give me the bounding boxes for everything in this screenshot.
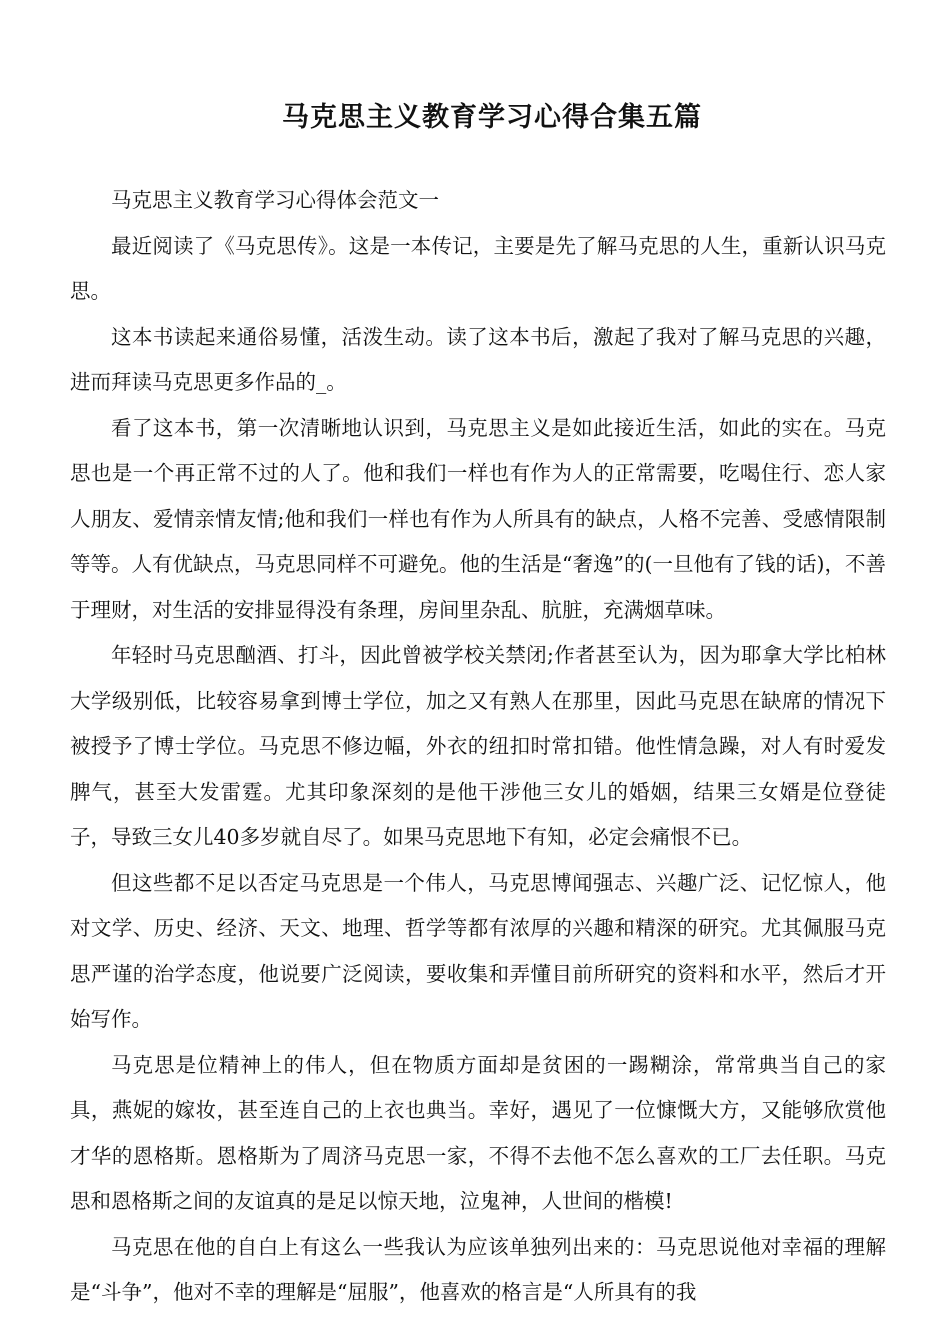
document-title: 马克思主义教育学习心得合集五篇: [282, 102, 702, 133]
paragraph: 看了这本书，第一次清晰地认识到，马克思主义是如此接近生活，如此的实在。马克思也是一个再正常不过的人了。他和我们一样也有作为人的正常需要，吃喝住行、恋人家人朋友、爱情亲情友情;他和我们一样也有作为人所具有的缺点，人格不完善、受感情限制等等。人有优缺点，马克思同样不可避免。他的生活是“奢逸”的(一旦他有了钱的话)，不善于理财，对生活的安排显得没有条理，房间里杂乱、肮脏，充满烟草味。: [70, 415, 886, 622]
document-body: [70, 178, 886, 1316]
paragraph: 马克思在他的自白上有这么一些我认为应该单独列出来的：马克思说他对幸福的理解是“斗争”，他对不幸的理解是“屈服”，他喜欢的格言是“人所具有的我: [70, 1234, 886, 1304]
paragraph: 最近阅读了《马克思传》。这是一本传记，主要是先了解马克思的人生，重新认识马克思。: [70, 233, 886, 303]
paragraph: 年轻时马克思酗酒、打斗，因此曾被学校关禁闭;作者甚至认为，因为耶拿大学比柏林大学级别低，比较容易拿到博士学位，加之又有熟人在那里，因此马克思在缺席的情况下被授予了博士学位。马克思不修边幅，外衣的纽扣时常扣错。他性情急躁，对人有时爱发脾气，甚至大发雷霆。尤其印象深刻的是他干涉他三女儿的婚姻，结果三女婿是位登徒子，导致三女儿40多岁就自尽了。如果马克思地下有知，必定会痛恨不已。: [70, 643, 886, 849]
section-heading: 马克思主义教育学习心得体会范文一: [111, 188, 439, 212]
paragraph: 这本书读起来通俗易懂，活泼生动。读了这本书后，激起了我对了解马克思的兴趣，进而拜读马克思更多作品的_。: [70, 324, 886, 394]
paragraph: 马克思是位精神上的伟人，但在物质方面却是贫困的一踢糊涂，常常典当自己的家具，燕妮的嫁妆，甚至连自己的上衣也典当。幸好，遇见了一位慷慨大方，又能够欣赏他才华的恩格斯。恩格斯为了周济马克思一家，不得不去他不怎么喜欢的工厂去任职。马克思和恩格斯之间的友谊真的是足以惊天地，泣鬼神，人世间的楷模!: [70, 1052, 886, 1213]
paragraph: 但这些都不足以否定马克思是一个伟人，马克思博闻强志、兴趣广泛、记忆惊人，他对文学、历史、经济、天文、地理、哲学等都有浓厚的兴趣和精深的研究。尤其佩服马克思严谨的治学态度，他说要广泛阅读，要收集和弄懂目前所研究的资料和水平，然后才开始写作。: [70, 870, 886, 1031]
